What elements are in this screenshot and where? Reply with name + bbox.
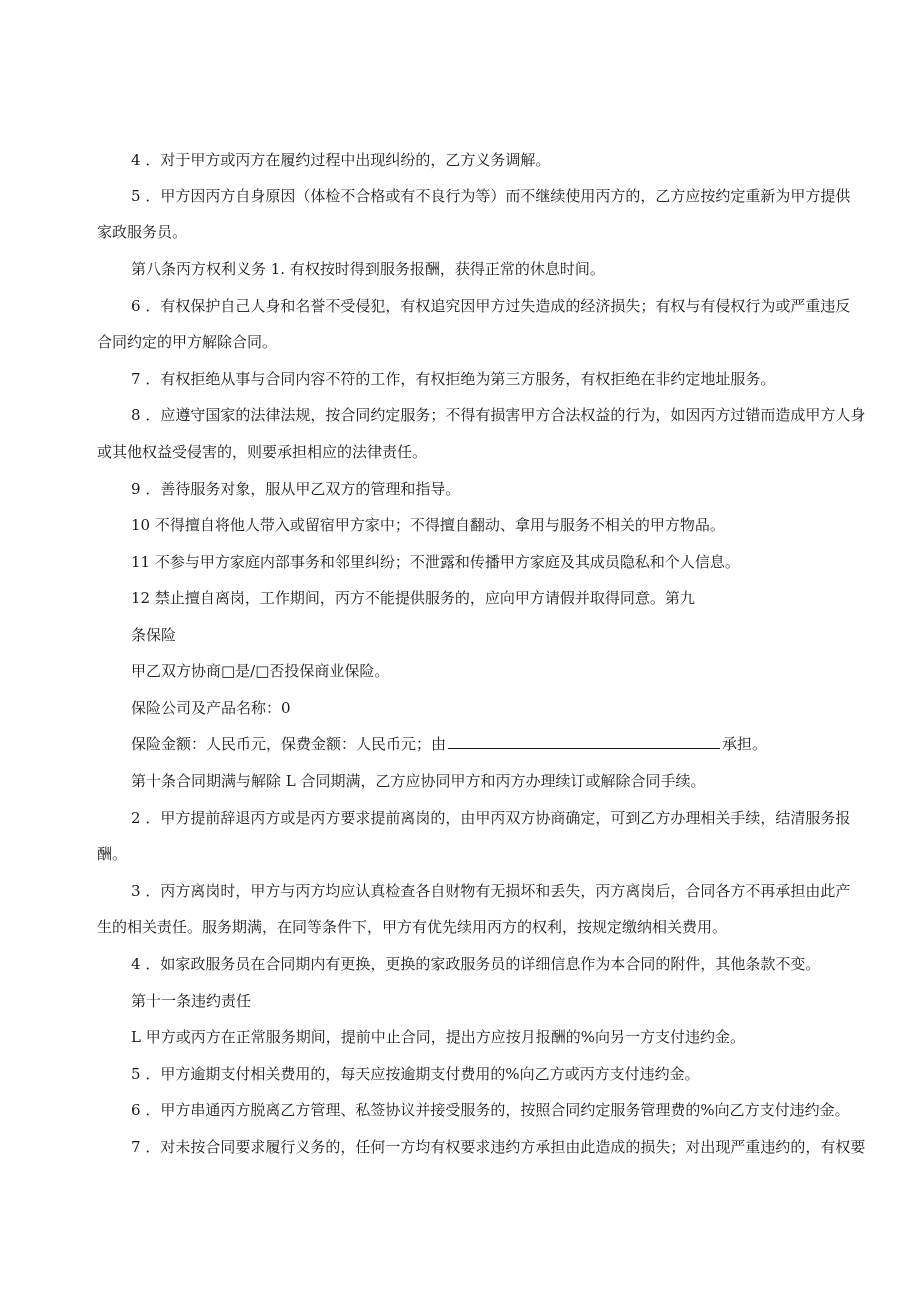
clause-text: ．有权保护自己人身和名誉不受侵犯，有权追究因甲方过失造成的经济损失；有权与有侵权行为或严重违反	[140, 297, 851, 315]
clause-text: 酬。	[97, 845, 128, 863]
clause-text: 保险公司及产品名称：0	[131, 699, 291, 717]
clause-line	[0, 588, 920, 608]
item-number: 9	[131, 480, 141, 498]
clause-text: 生的相关责任。服务期满，在同等条件下，甲方有优先续用丙方的权利，按规定缴纳相关费用。	[97, 918, 728, 936]
clause-line	[0, 369, 920, 389]
item-number: 3	[131, 882, 141, 900]
clause-line	[0, 405, 920, 425]
article-heading-line	[0, 625, 920, 645]
clause-line	[0, 479, 920, 499]
article-heading-line	[0, 259, 920, 279]
clause-continuation	[0, 844, 920, 864]
clause-line	[0, 661, 920, 681]
item-number: 4	[131, 955, 141, 973]
clause-text: 第十一条违约责任	[131, 992, 252, 1010]
clause-text: 禁止擅自离岗，工作期间，丙方不能提供服务的，应向甲方请假并取得同意。第九	[150, 589, 695, 607]
clause-text: 不得擅自将他人带入或留宿甲方家中；不得擅自翻动、拿用与服务不相关的甲方物品。	[150, 516, 725, 534]
clause-line	[0, 734, 920, 754]
clause-text: ．善待服务对象，服从甲乙双方的管理和指导。	[140, 480, 461, 498]
clause-text: ．甲方逾期支付相关费用的，每天应按逾期支付费用的%向乙方或丙方支付违约金。	[140, 1065, 700, 1083]
clause-text: ．甲方因丙方自身原因（体检不合格或有不良行为等）而不继续使用丙方的，乙方应按约定重新为甲方提供	[140, 187, 851, 205]
clause-continuation	[0, 332, 920, 352]
item-number: 7	[131, 1138, 141, 1156]
clause-line	[0, 1064, 920, 1084]
item-number: 6	[131, 1101, 141, 1119]
clause-text: ．丙方离岗时，甲方与丙方均应认真检查各自财物有无损坏和丢失，丙方离岗后，合同各方不再承担由此产	[140, 882, 851, 900]
clause-line	[0, 954, 920, 974]
article-heading-line	[0, 771, 920, 791]
clause-text: L 甲方或丙方在正常服务期间，提前中止合同，提出方应按月报酬的%向另一方支付违约金。	[131, 1028, 745, 1046]
item-number: 12	[131, 589, 151, 607]
clause-continuation	[0, 222, 920, 242]
clause-line	[0, 881, 920, 901]
clause-text: ．甲方串通丙方脱离乙方管理、私签协议并接受服务的，按照合同约定服务管理费的%向乙方支付违约金。	[140, 1101, 850, 1119]
clause-line	[0, 698, 920, 718]
item-number: 2	[131, 809, 141, 827]
clause-line	[0, 1100, 920, 1120]
item-number: 8	[131, 406, 141, 424]
item-number: 5	[131, 187, 141, 205]
clause-line	[0, 186, 920, 206]
clause-text: ．应遵守国家的法律法规，按合同约定服务；不得有损害甲方合法权益的行为，如因丙方过错而造成甲方人身	[140, 406, 866, 424]
clause-continuation	[0, 917, 920, 937]
clause-line	[0, 1027, 920, 1047]
clause-line	[0, 296, 920, 316]
clause-text: 或其他权益受侵害的，则要承担相应的法律责任。	[97, 443, 428, 461]
clause-text: ．对未按合同要求履行义务的，任何一方均有权要求违约方承担由此造成的损失；对出现严重违约的，有权要	[140, 1138, 866, 1156]
item-number: 4	[131, 151, 141, 169]
clause-text: 家政服务员。	[97, 223, 188, 241]
item-number: 6	[131, 297, 141, 315]
article-heading-line	[0, 991, 920, 1011]
clause-text: 第八条丙方权利义务 1. 有权按时得到服务报酬，获得正常的休息时间。	[131, 260, 605, 278]
clause-continuation	[0, 442, 920, 462]
clause-text: 甲乙双方协商□是/□否投保商业保险。	[131, 662, 390, 680]
clause-line	[0, 150, 920, 170]
clause-text: ．有权拒绝从事与合同内容不符的工作，有权拒绝为第三方服务，有权拒绝在非约定地址服务。	[140, 370, 776, 388]
clause-text: 第十条合同期满与解除 L 合同期满，乙方应协同甲方和丙方办理续订或解除合同手续。	[131, 772, 706, 790]
clause-text: 合同约定的甲方解除合同。	[97, 333, 278, 351]
clause-text: 条保险	[131, 626, 177, 644]
clause-line	[0, 552, 920, 572]
fill-in-blank	[448, 734, 720, 749]
item-number: 7	[131, 370, 141, 388]
item-number: 5	[131, 1065, 141, 1083]
clause-text: ．甲方提前辞退丙方或是丙方要求提前离岗的，由甲丙双方协商确定，可到乙方办理相关手续，结清服务报	[140, 809, 851, 827]
clause-line	[0, 515, 920, 535]
clause-text: 保险金额：人民币元，保费金额：人民币元；由	[131, 735, 447, 753]
clause-line	[0, 1137, 920, 1157]
clause-text: 不参与甲方家庭内部事务和邻里纠纷；不泄露和传播甲方家庭及其成员隐私和个人信息。	[150, 553, 740, 571]
item-number: 10	[131, 516, 151, 534]
clause-line	[0, 808, 920, 828]
item-number: 11	[131, 553, 151, 571]
clause-text: ．如家政服务员在合同期内有更换，更换的家政服务员的详细信息作为本合同的附件，其他条款不变。	[140, 955, 821, 973]
clause-text: ．对于甲方或丙方在履约过程中出现纠纷的，乙方义务调解。	[140, 151, 551, 169]
clause-text-after: 承担。	[722, 735, 768, 753]
